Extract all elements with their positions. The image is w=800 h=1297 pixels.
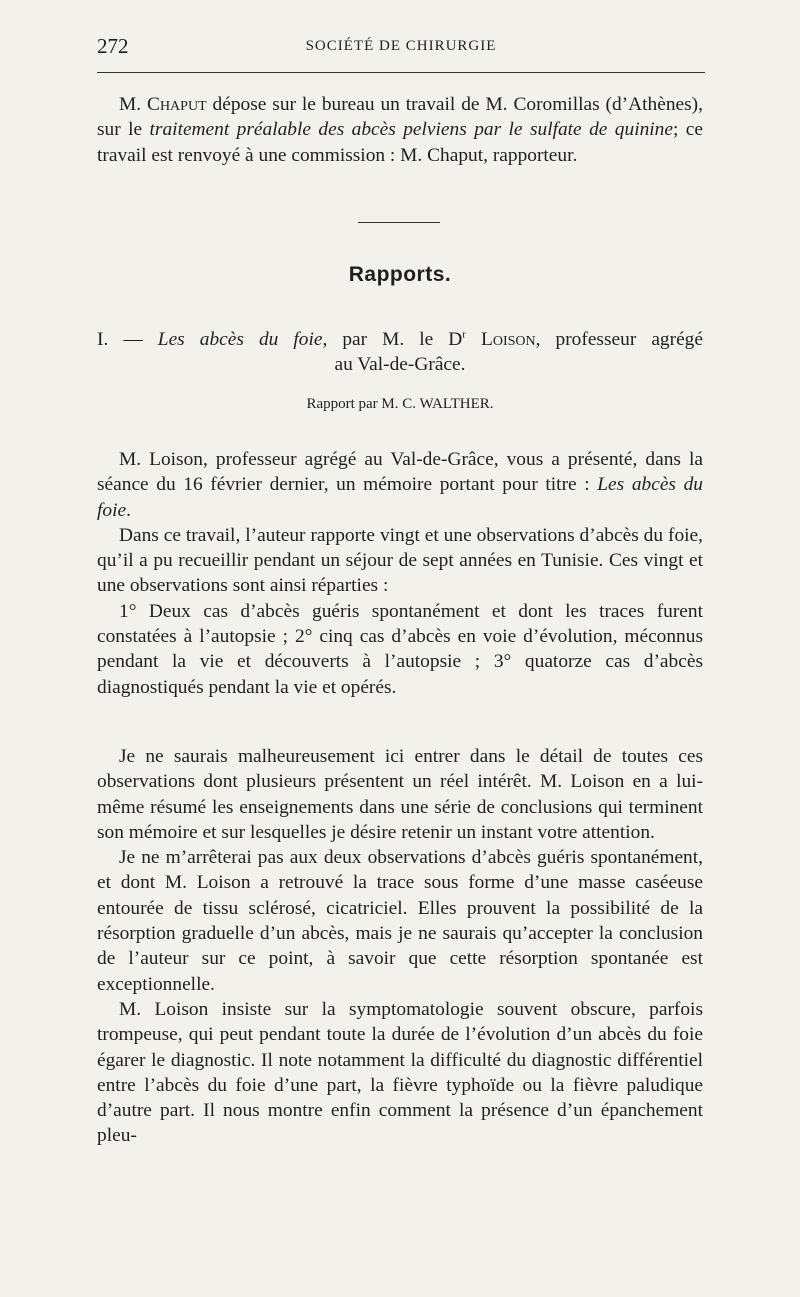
paragraph-text: M. Loison insiste sur la symptomatologie souvent obscure, parfois trompeuse, qui peut pendant toute la durée de l’évolution d’un abcès du foie égarer le diagnostic. Il note notamment la difficulté du diagnostic différentiel entre l’abcès du foie d’une part, la fièvre typhoïde ou la fièvre paludique d’autre part. Il nous montre enfin comment la présence d’un épanchement pleu- [97, 998, 703, 1147]
intro-work-title: traitement préalable des abcès pelviens par le sulfate de quinine [149, 119, 673, 141]
paragraph [97, 845, 703, 997]
intro-author-name: Chaput [147, 94, 207, 115]
intro-text-a: dépose sur le bureau un travail de M. Coromillas (d’Athènes), sur le [97, 94, 703, 141]
paragraph [97, 997, 703, 1149]
paragraph [97, 599, 703, 700]
paragraph [97, 744, 703, 845]
report-numeral: I. — [97, 329, 143, 350]
paragraph [97, 523, 703, 599]
paragraph-text: Je ne saurais malheureusement ici entrer dans le détail de toutes ces observations dont plusieurs présentent un réel intérêt. M. Loison en a lui-même résumé les enseignements dans une série de conclusions qui terminent son mémoire et sur lesquelles je désire retenir un instant votre attention. [97, 746, 703, 843]
section-title: Rapports. [348, 263, 452, 286]
paragraph-italic: Les abcès du foie [97, 474, 703, 521]
separator-rule [358, 222, 440, 223]
report-title: Les abcès du foie [157, 329, 323, 350]
paragraph-text: Je ne m’arrêterai pas aux deux observations d’abcès guéris spontanément, et dont M. Loison a retrouvé la trace sous forme d’une masse caséeuse entourée de tissu sclérosé, cicatriciel. Elles prouvent la possibilité de la résorption graduelle d’un abcès, mais je ne saurais qu’accepter la conclusion de l’auteur sur ce point, à savoir que cette résorption spontanée est exceptionnelle. [97, 847, 703, 995]
intro-author-title: M. [119, 94, 142, 115]
paragraph-text: 1° Deux cas d’abcès guéris spontanément et dont les traces furent constatées à l’autopsie ; 2° cinq cas d’abcès en voie d’évolution, méconnus pendant la vie et découverts à l’autopsie ; 3° quatorze cas d’abcès diagnostiqués pendant la vie et opérés. [97, 600, 703, 698]
report-heading [97, 327, 703, 378]
body-block-2 [97, 744, 703, 1149]
report-heading-line2: au Val-de-Grâce. [334, 354, 466, 376]
intro-paragraph [97, 92, 703, 168]
page-header [97, 34, 705, 62]
report-author-name: Loison [481, 329, 536, 350]
paragraph-text: . [126, 499, 131, 521]
paragraph-text: M. Loison, professeur agrégé au Val-de-Grâce, vous a présenté, dans la séance du 16 février dernier, un mémoire portant pour titre : [97, 449, 703, 496]
running-head: SOCIÉTÉ DE CHIRURGIE [305, 38, 497, 54]
body-block-1 [97, 447, 703, 700]
page-number: 272 [97, 34, 129, 58]
report-byline-a: , par M. le D [322, 329, 463, 350]
paragraph-text: Dans ce travail, l’auteur rapporte vingt et une observations d’abcès du foie, qu’il a pu recueillir pendant un séjour de sept années en Tunisie. Ces vingt et une observations sont ainsi réparties : [97, 524, 703, 597]
intro-text-b: ; ce travail est renvoyé à une commission : M. Chaput, rapporteur. [97, 119, 703, 166]
report-byline-sup: r [462, 328, 466, 341]
paragraph [97, 447, 703, 523]
reporter-line: Rapport par M. C. WALTHER. [306, 396, 494, 412]
header-rule [97, 72, 705, 73]
report-byline-b: , professeur agrégé [535, 329, 703, 350]
